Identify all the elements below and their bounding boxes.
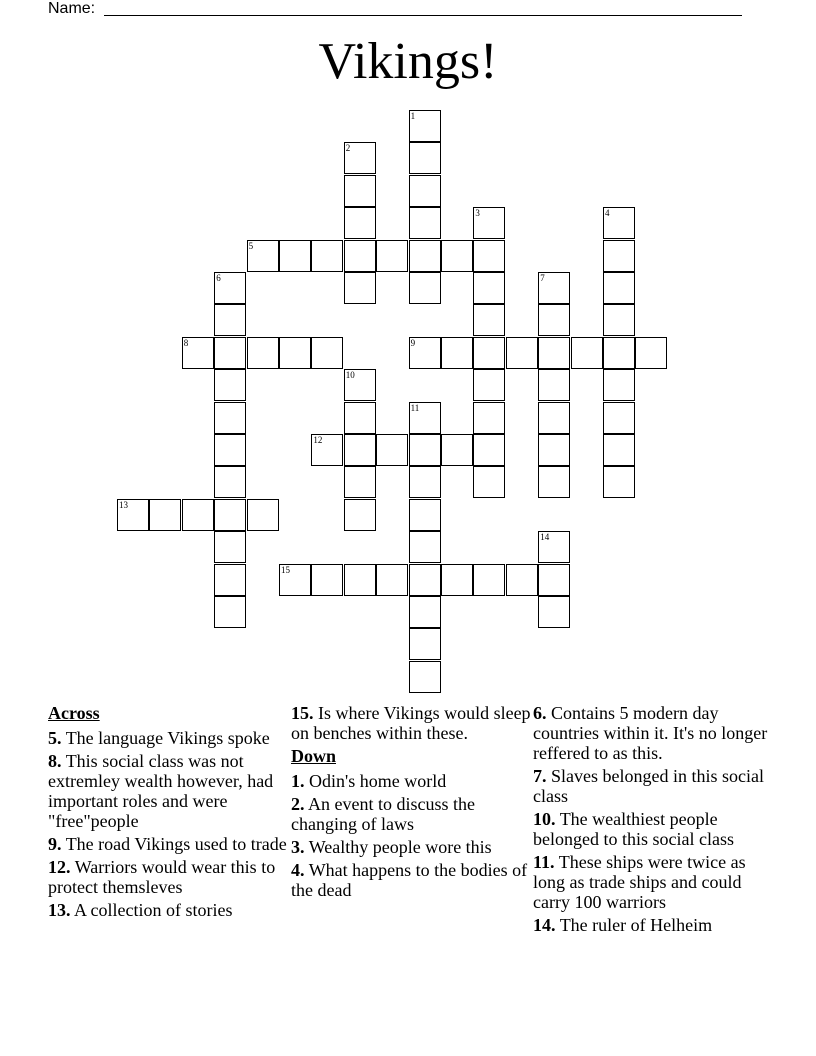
clue-number: 13	[119, 499, 128, 510]
grid-cell[interactable]	[214, 466, 246, 498]
clue-down-6: 6. Contains 5 modern day countries within it. It's no longer reffered to as this.	[533, 703, 768, 763]
clue-down-11: 11. These ships were twice as long as trade ships and could carry 100 warriors	[533, 852, 746, 912]
clue-number: 7	[540, 273, 545, 283]
grid-cell[interactable]	[344, 434, 376, 466]
grid-cell[interactable]	[409, 499, 441, 531]
clue-number: 5	[248, 240, 254, 251]
clue-down-7: 7. Slaves belonged in this social class	[533, 766, 764, 806]
grid-cell[interactable]	[409, 207, 441, 239]
grid-cell[interactable]	[344, 402, 376, 434]
grid-cell[interactable]	[344, 175, 376, 207]
grid-cell[interactable]	[506, 337, 538, 369]
grid-cell[interactable]	[214, 596, 246, 628]
grid-cell[interactable]	[311, 564, 343, 596]
grid-cell[interactable]	[473, 337, 505, 369]
grid-cell[interactable]	[538, 369, 570, 401]
clue-number: 1	[410, 111, 416, 121]
grid-cell[interactable]	[409, 142, 441, 174]
grid-cell[interactable]	[603, 337, 635, 369]
clue-number: 9	[410, 337, 416, 348]
grid-cell[interactable]	[409, 596, 441, 628]
grid-cell[interactable]	[538, 272, 570, 304]
clue-number: 8	[183, 337, 189, 348]
grid-cell[interactable]	[279, 240, 311, 272]
grid-cell[interactable]	[473, 466, 505, 498]
grid-cell[interactable]	[247, 337, 279, 369]
grid-cell[interactable]	[376, 564, 408, 596]
clue-number: 14	[540, 532, 550, 543]
grid-cell[interactable]	[409, 402, 441, 434]
grid-cell[interactable]	[473, 369, 505, 401]
clue-down-14: 14. The ruler of Helheim	[533, 915, 713, 935]
grid-cell[interactable]	[603, 207, 635, 239]
clue-number: 15	[281, 564, 290, 575]
clue-across-5: 5. The language Vikings spoke	[48, 728, 270, 748]
grid-cell[interactable]	[538, 337, 570, 369]
grid-cell[interactable]	[247, 499, 279, 531]
grid-cell[interactable]	[603, 240, 635, 272]
grid-cell[interactable]	[344, 466, 376, 498]
clue-down-2: 2. An event to discuss the changing of laws	[291, 794, 475, 834]
clue-column-1	[48, 703, 288, 923]
down-heading: Down	[291, 746, 337, 766]
page-title: Vikings!	[318, 33, 498, 90]
clue-down-3: 3. Wealthy people wore this	[291, 837, 492, 857]
grid-cell[interactable]	[214, 304, 246, 336]
across-heading: Across	[48, 703, 100, 723]
grid-cell[interactable]	[473, 207, 505, 239]
grid-cell[interactable]	[473, 272, 505, 304]
grid-cell[interactable]	[214, 337, 246, 369]
grid-cell[interactable]	[635, 337, 667, 369]
grid-cell[interactable]	[214, 402, 246, 434]
clue-down-1: 1. Odin's home world	[291, 771, 447, 791]
grid-cell[interactable]	[538, 596, 570, 628]
grid-cell[interactable]	[344, 207, 376, 239]
clue-down-4: 4. What happens to the bodies of the dead	[291, 860, 528, 900]
grid-cell[interactable]	[473, 304, 505, 336]
grid-cell[interactable]	[603, 434, 635, 466]
clue-number: 10	[345, 370, 355, 381]
grid-cell[interactable]	[441, 434, 473, 466]
grid-cell[interactable]	[473, 402, 505, 434]
grid-cell[interactable]	[409, 434, 441, 466]
grid-cell[interactable]	[473, 564, 505, 596]
grid-cell[interactable]	[603, 369, 635, 401]
grid-cell[interactable]	[538, 402, 570, 434]
grid-cell[interactable]	[214, 272, 246, 304]
grid-cell[interactable]	[473, 434, 505, 466]
grid-cell[interactable]	[311, 434, 343, 466]
grid-cell[interactable]	[182, 499, 214, 531]
grid-cell[interactable]	[311, 337, 343, 369]
grid-cell[interactable]	[538, 531, 570, 563]
grid-cell[interactable]	[538, 466, 570, 498]
grid-cell[interactable]	[506, 564, 538, 596]
grid-cell[interactable]	[603, 272, 635, 304]
grid-cell[interactable]	[149, 499, 181, 531]
clue-number: 2	[345, 143, 351, 154]
grid-cell[interactable]	[409, 240, 441, 272]
grid-cell[interactable]	[344, 240, 376, 272]
grid-cell[interactable]	[376, 240, 408, 272]
grid-cell[interactable]	[603, 466, 635, 498]
grid-cell[interactable]	[441, 337, 473, 369]
grid-cell[interactable]	[279, 564, 311, 596]
grid-cell[interactable]	[311, 240, 343, 272]
grid-cell[interactable]	[214, 434, 246, 466]
clue-number: 3	[475, 208, 480, 219]
grid-cell[interactable]	[409, 272, 441, 304]
clue-across-9: 9. The road Vikings used to trade	[48, 834, 287, 854]
grid-cell[interactable]	[214, 499, 246, 531]
clue-across-15: 15. Is where Vikings would sleep on benches within these.	[291, 703, 531, 743]
clue-number: 11	[410, 402, 420, 413]
clue-number: 6	[216, 273, 221, 283]
grid-cell[interactable]	[344, 564, 376, 596]
grid-cell[interactable]	[409, 175, 441, 207]
grid-cell[interactable]	[344, 499, 376, 531]
grid-cell[interactable]	[247, 240, 279, 272]
grid-cell[interactable]	[473, 240, 505, 272]
clue-across-12: 12. Warriors would wear this to protect themsleves	[48, 857, 276, 897]
grid-cell[interactable]	[376, 434, 408, 466]
grid-cell[interactable]	[117, 499, 149, 531]
grid-cell[interactable]	[409, 110, 441, 142]
grid-cell[interactable]	[182, 337, 214, 369]
name-label: Name:	[48, 0, 96, 17]
grid-cell[interactable]	[538, 564, 570, 596]
grid-cell[interactable]	[214, 531, 246, 563]
grid-cell[interactable]	[441, 240, 473, 272]
grid-cell[interactable]	[279, 337, 311, 369]
clue-across-13: 13. A collection of stories	[48, 900, 233, 920]
clue-number: 12	[313, 435, 323, 445]
grid-cell[interactable]	[571, 337, 603, 369]
grid-cell[interactable]	[344, 142, 376, 174]
grid-cell[interactable]	[538, 304, 570, 336]
grid-cell[interactable]	[441, 564, 473, 596]
clue-column-2	[291, 703, 531, 903]
grid-cell[interactable]	[538, 434, 570, 466]
grid-cell[interactable]	[409, 531, 441, 563]
grid-cell[interactable]	[409, 337, 441, 369]
grid-cell[interactable]	[409, 466, 441, 498]
clue-column-3	[533, 703, 773, 938]
clue-number: 4	[605, 208, 610, 219]
grid-cell[interactable]	[344, 272, 376, 304]
grid-cell[interactable]	[603, 304, 635, 336]
clue-across-8: 8. This social class was not extremley wealth however, had important roles and were "free"people	[48, 751, 274, 831]
grid-cell[interactable]	[344, 369, 376, 401]
grid-cell[interactable]	[409, 661, 441, 693]
grid-cell[interactable]	[214, 369, 246, 401]
grid-cell[interactable]	[603, 402, 635, 434]
grid-cell[interactable]	[214, 564, 246, 596]
clue-down-10: 10. The wealthiest people belonged to this social class	[533, 809, 734, 849]
grid-cell[interactable]	[409, 628, 441, 660]
grid-cell[interactable]	[409, 564, 441, 596]
